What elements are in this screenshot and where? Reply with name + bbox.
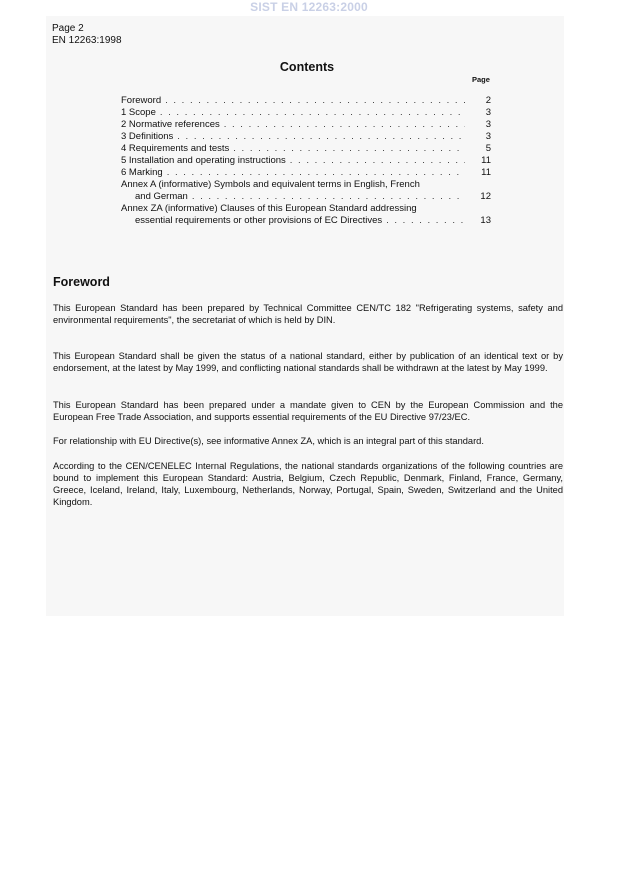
foreword-paragraph: This European Standard has been prepared by Technical Committee CEN/TC 182 "Refrigerating systems, safety and environmental requirements", the secretariat of which is held by DIN. bbox=[53, 303, 563, 325]
toc-entry-foreword[interactable]: Foreword . . . 2 bbox=[121, 95, 491, 107]
toc-entry-annex-za[interactable]: Annex ZA (informative) Clauses of this European Standard addressing bbox=[121, 203, 417, 214]
toc-entry-definitions[interactable]: 3 Definitions . . . 3 bbox=[121, 131, 491, 143]
toc-entry-installation[interactable]: 5 Installation and operating instructions . . . 11 bbox=[121, 155, 491, 167]
toc-entry-marking[interactable]: 6 Marking . . . 11 bbox=[121, 167, 491, 179]
contents-title: Contents bbox=[279, 60, 335, 74]
toc-entry-requirements[interactable]: 4 Requirements and tests . . . 5 bbox=[121, 143, 491, 155]
page-number: Page 2 bbox=[52, 23, 84, 34]
page-header bbox=[52, 23, 122, 47]
foreword-title: Foreword bbox=[53, 275, 110, 289]
foreword-paragraph: According to the CEN/CENELEC Internal Regulations, the national standards organizations of the following countries are bound to implement this European Standard: Austria, Belgium, Czech Republic, Denmark, Finland, France, Germany, Greece, Iceland, Ireland, Italy, Luxembourg, Netherlands, Norway, Portugal, Spain, Sweden, Switzerland and the United Kingdom. bbox=[53, 461, 563, 507]
watermark: SIST EN 12263:2000 bbox=[250, 0, 368, 14]
toc-entry-normative-references[interactable]: 2 Normative references . . . 3 bbox=[121, 119, 491, 131]
foreword-paragraph: This European Standard shall be given the status of a national standard, either by publication of an identical text or by endorsement, at the latest by May 1999, and conflicting national standards shall be withdrawn at the latest by May 1999. bbox=[53, 351, 563, 373]
page-column-label: Page bbox=[472, 75, 490, 84]
foreword-paragraph: For relationship with EU Directive(s), see informative Annex ZA, which is an integral part of this standard. bbox=[53, 436, 484, 446]
foreword-paragraph: This European Standard has been prepared under a mandate given to CEN by the European Commission and the European Free Trade Association, and supports essential requirements of the EU Directive 97/23/EC. bbox=[53, 400, 563, 422]
toc-entry-scope[interactable]: 1 Scope . . . 3 bbox=[121, 107, 491, 119]
toc-entry-annex-a[interactable]: Annex A (informative) Symbols and equivalent terms in English, French bbox=[121, 179, 420, 190]
toc-entry-annex-a-cont[interactable]: and German . . . 12 bbox=[121, 191, 491, 203]
toc-entry-annex-za-cont[interactable]: essential requirements or other provisions of EC Directives . . . 13 bbox=[121, 215, 491, 227]
standard-number: EN 12263:1998 bbox=[52, 35, 122, 46]
table-of-contents bbox=[121, 95, 491, 227]
